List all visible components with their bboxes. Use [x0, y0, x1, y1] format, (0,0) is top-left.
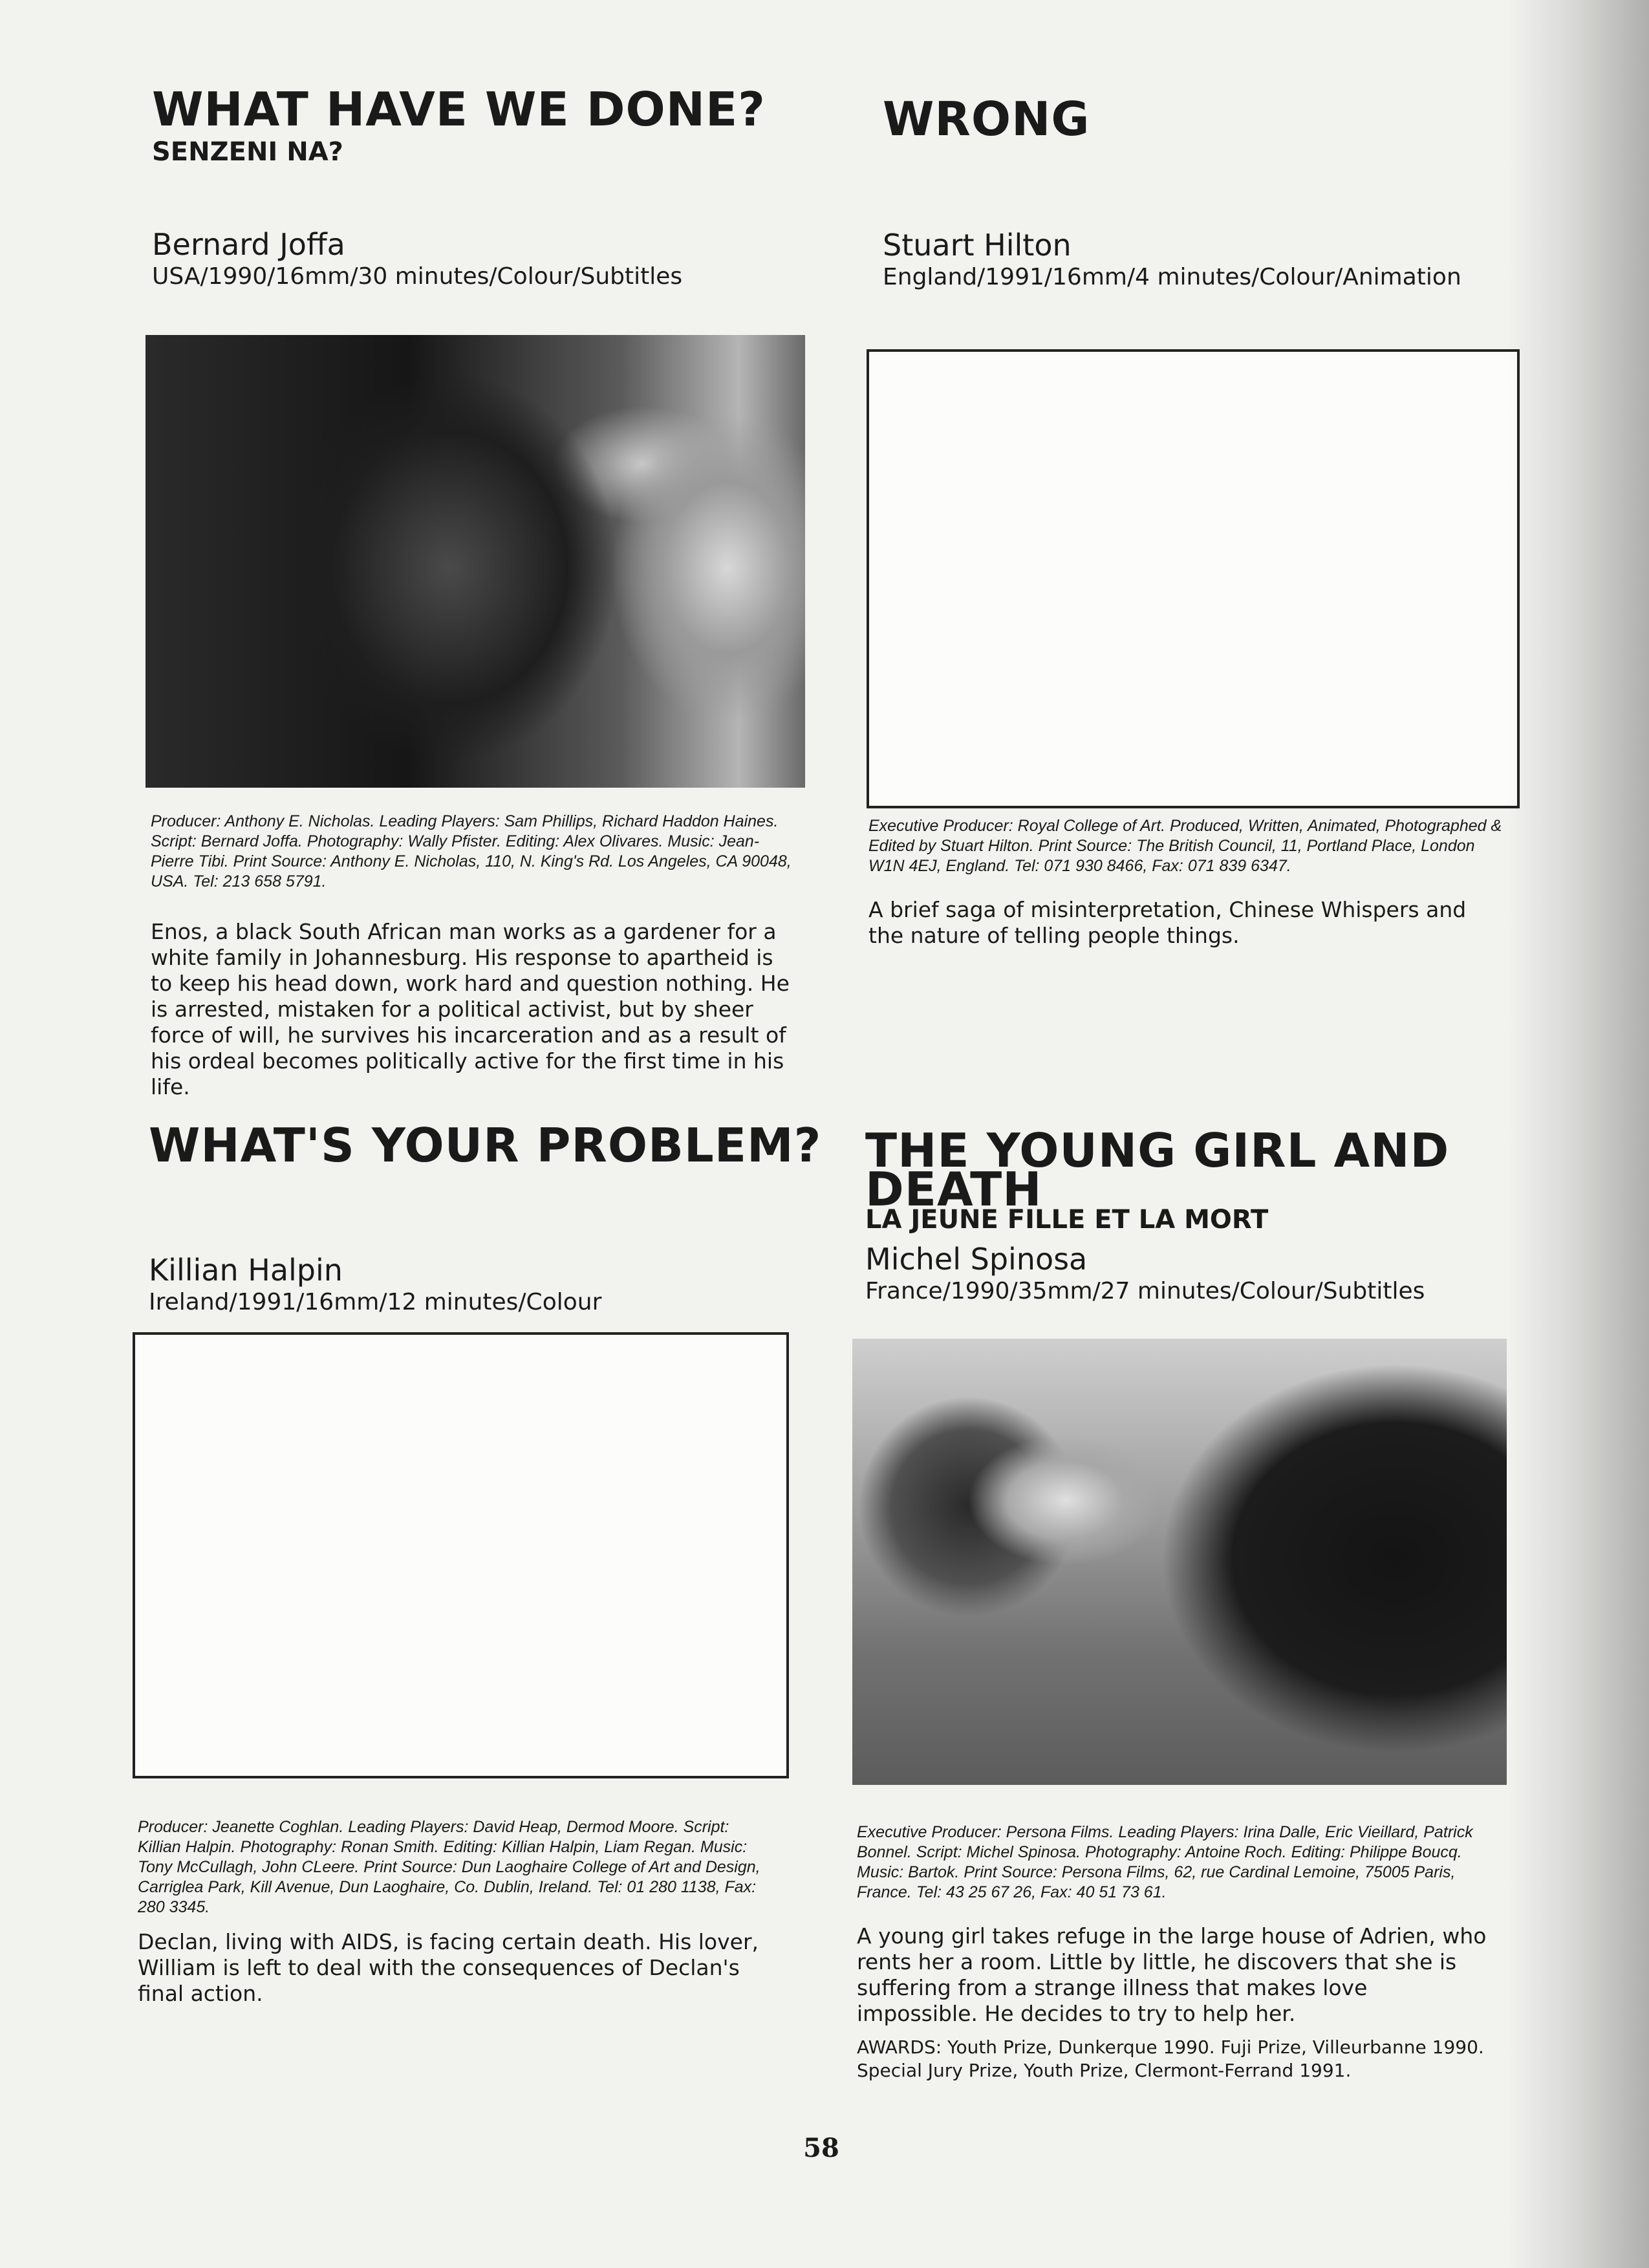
film-synopsis: A brief saga of misinterpretation, Chinese Whispers and the nature of telling people things.	[868, 897, 1467, 948]
film-synopsis: Enos, a black South African man works as a gardener for a white family in Johannesburg. His response to apartheid is to keep his head down, work hard and question nothing. He is arrested, mistaken for a political activist, but by sheer force of will, he survives his incarceration and as a result of his ordeal becomes politically active for the first time in his life.	[151, 919, 790, 1099]
film-title: WRONG	[883, 92, 1090, 146]
film-original-title: LA JEUNE FILLE ET LA MORT	[865, 1205, 1269, 1235]
film-text-whats-your-problem	[138, 1817, 775, 2007]
film-still-what-have-we-done	[146, 335, 805, 788]
film-original-title: SENZENI NA?	[152, 137, 343, 167]
film-still-placeholder-wrong	[867, 349, 1520, 808]
film-entry-wrong	[883, 94, 1516, 292]
film-entry-young-girl-and-death	[865, 1123, 1518, 1306]
film-director: Michel Spinosa	[865, 1242, 1088, 1277]
film-text-wrong	[868, 816, 1502, 949]
page-number: 58	[803, 2133, 839, 2163]
film-credits: Producer: Jeanette Coghlan. Leading Players: David Heap, Dermod Moore. Script: Killian Halpin. Photography: Ronan Smith. Editing: Killian Halpin, Liam Regan. Music: Tony McCullagh, John CLeere. Print Source: Dun Laoghaire College of Art and Design, Carriglea Park, Kill Avenue, Dun Laoghaire, Co. Dublin, Ireland. Tel: 01 280 1138, Fax: 280 3345.	[138, 1818, 760, 1916]
film-text-young-girl-and-death	[857, 1822, 1491, 2082]
film-awards: AWARDS: Youth Prize, Dunkerque 1990. Fuji Prize, Villeurbanne 1990. Special Jury Prize, Youth Prize, Clermont-Ferrand 1991.	[857, 2036, 1484, 2081]
film-entry-what-have-we-done	[152, 84, 805, 291]
film-director: Bernard Joffa	[152, 227, 345, 262]
film-credits: Executive Producer: Persona Films. Leading Players: Irina Dalle, Eric Vieillard, Patrick Bonnel. Script: Michel Spinosa. Photography: Antoine Roch. Editing: Philippe Boucq. Music: Bartok. Print Source: Persona Films, 62, rue Cardinal Lemoine, 75005 Paris, France. Tel: 43 25 67 26, Fax: 40 51 73 61.	[857, 1823, 1473, 1901]
page-gutter-shadow	[1507, 0, 1649, 2268]
film-director: Stuart Hilton	[883, 228, 1072, 263]
film-director: Killian Halpin	[149, 1253, 343, 1288]
film-specs: Ireland/1991/16mm/12 minutes/Colour	[149, 1289, 602, 1315]
film-title-line-1: THE YOUNG GIRL AND	[865, 1123, 1450, 1178]
film-synopsis: Declan, living with AIDS, is facing certain death. His lover, William is left to deal with the consequences of Declan's final action.	[138, 1929, 759, 2006]
film-credits: Producer: Anthony E. Nicholas. Leading Players: Sam Phillips, Richard Haddon Haines. Script: Bernard Joffa. Photography: Wally Pfister. Editing: Alex Olivares. Music: Jean-Pierre Tibi. Print Source: Anthony E. Nicholas, 110, N. King's Rd. Los Angeles, CA 90048, USA. Tel: 213 658 5791.	[151, 812, 792, 891]
film-specs: USA/1990/16mm/30 minutes/Colour/Subtitles	[152, 263, 683, 290]
film-title-line-2: DEATH	[865, 1162, 1042, 1216]
film-title: WHAT'S YOUR PROBLEM?	[149, 1118, 822, 1172]
film-credits: Executive Producer: Royal College of Art. Produced, Written, Animated, Photographed & Edited by Stuart Hilton. Print Source: The British Council, 11, Portland Place, London W1N 4EJ, England. Tel: 071 930 8466, Fax: 071 839 6347.	[868, 817, 1502, 875]
film-title: WHAT HAVE WE DONE?	[152, 82, 766, 136]
film-specs: England/1991/16mm/4 minutes/Colour/Animation	[883, 264, 1461, 290]
film-specs: France/1990/35mm/27 minutes/Colour/Subtitles	[865, 1278, 1425, 1304]
film-text-what-have-we-done	[151, 812, 797, 1100]
film-synopsis: A young girl takes refuge in the large house of Adrien, who rents her a room. Little by little, he discovers that she is suffering from a strange illness that makes love impossible. He decides to try to help her.	[857, 1923, 1487, 2026]
film-entry-whats-your-problem	[149, 1118, 822, 1317]
film-still-young-girl-and-death	[852, 1339, 1507, 1785]
film-still-placeholder-whats-your-problem	[133, 1332, 789, 1778]
